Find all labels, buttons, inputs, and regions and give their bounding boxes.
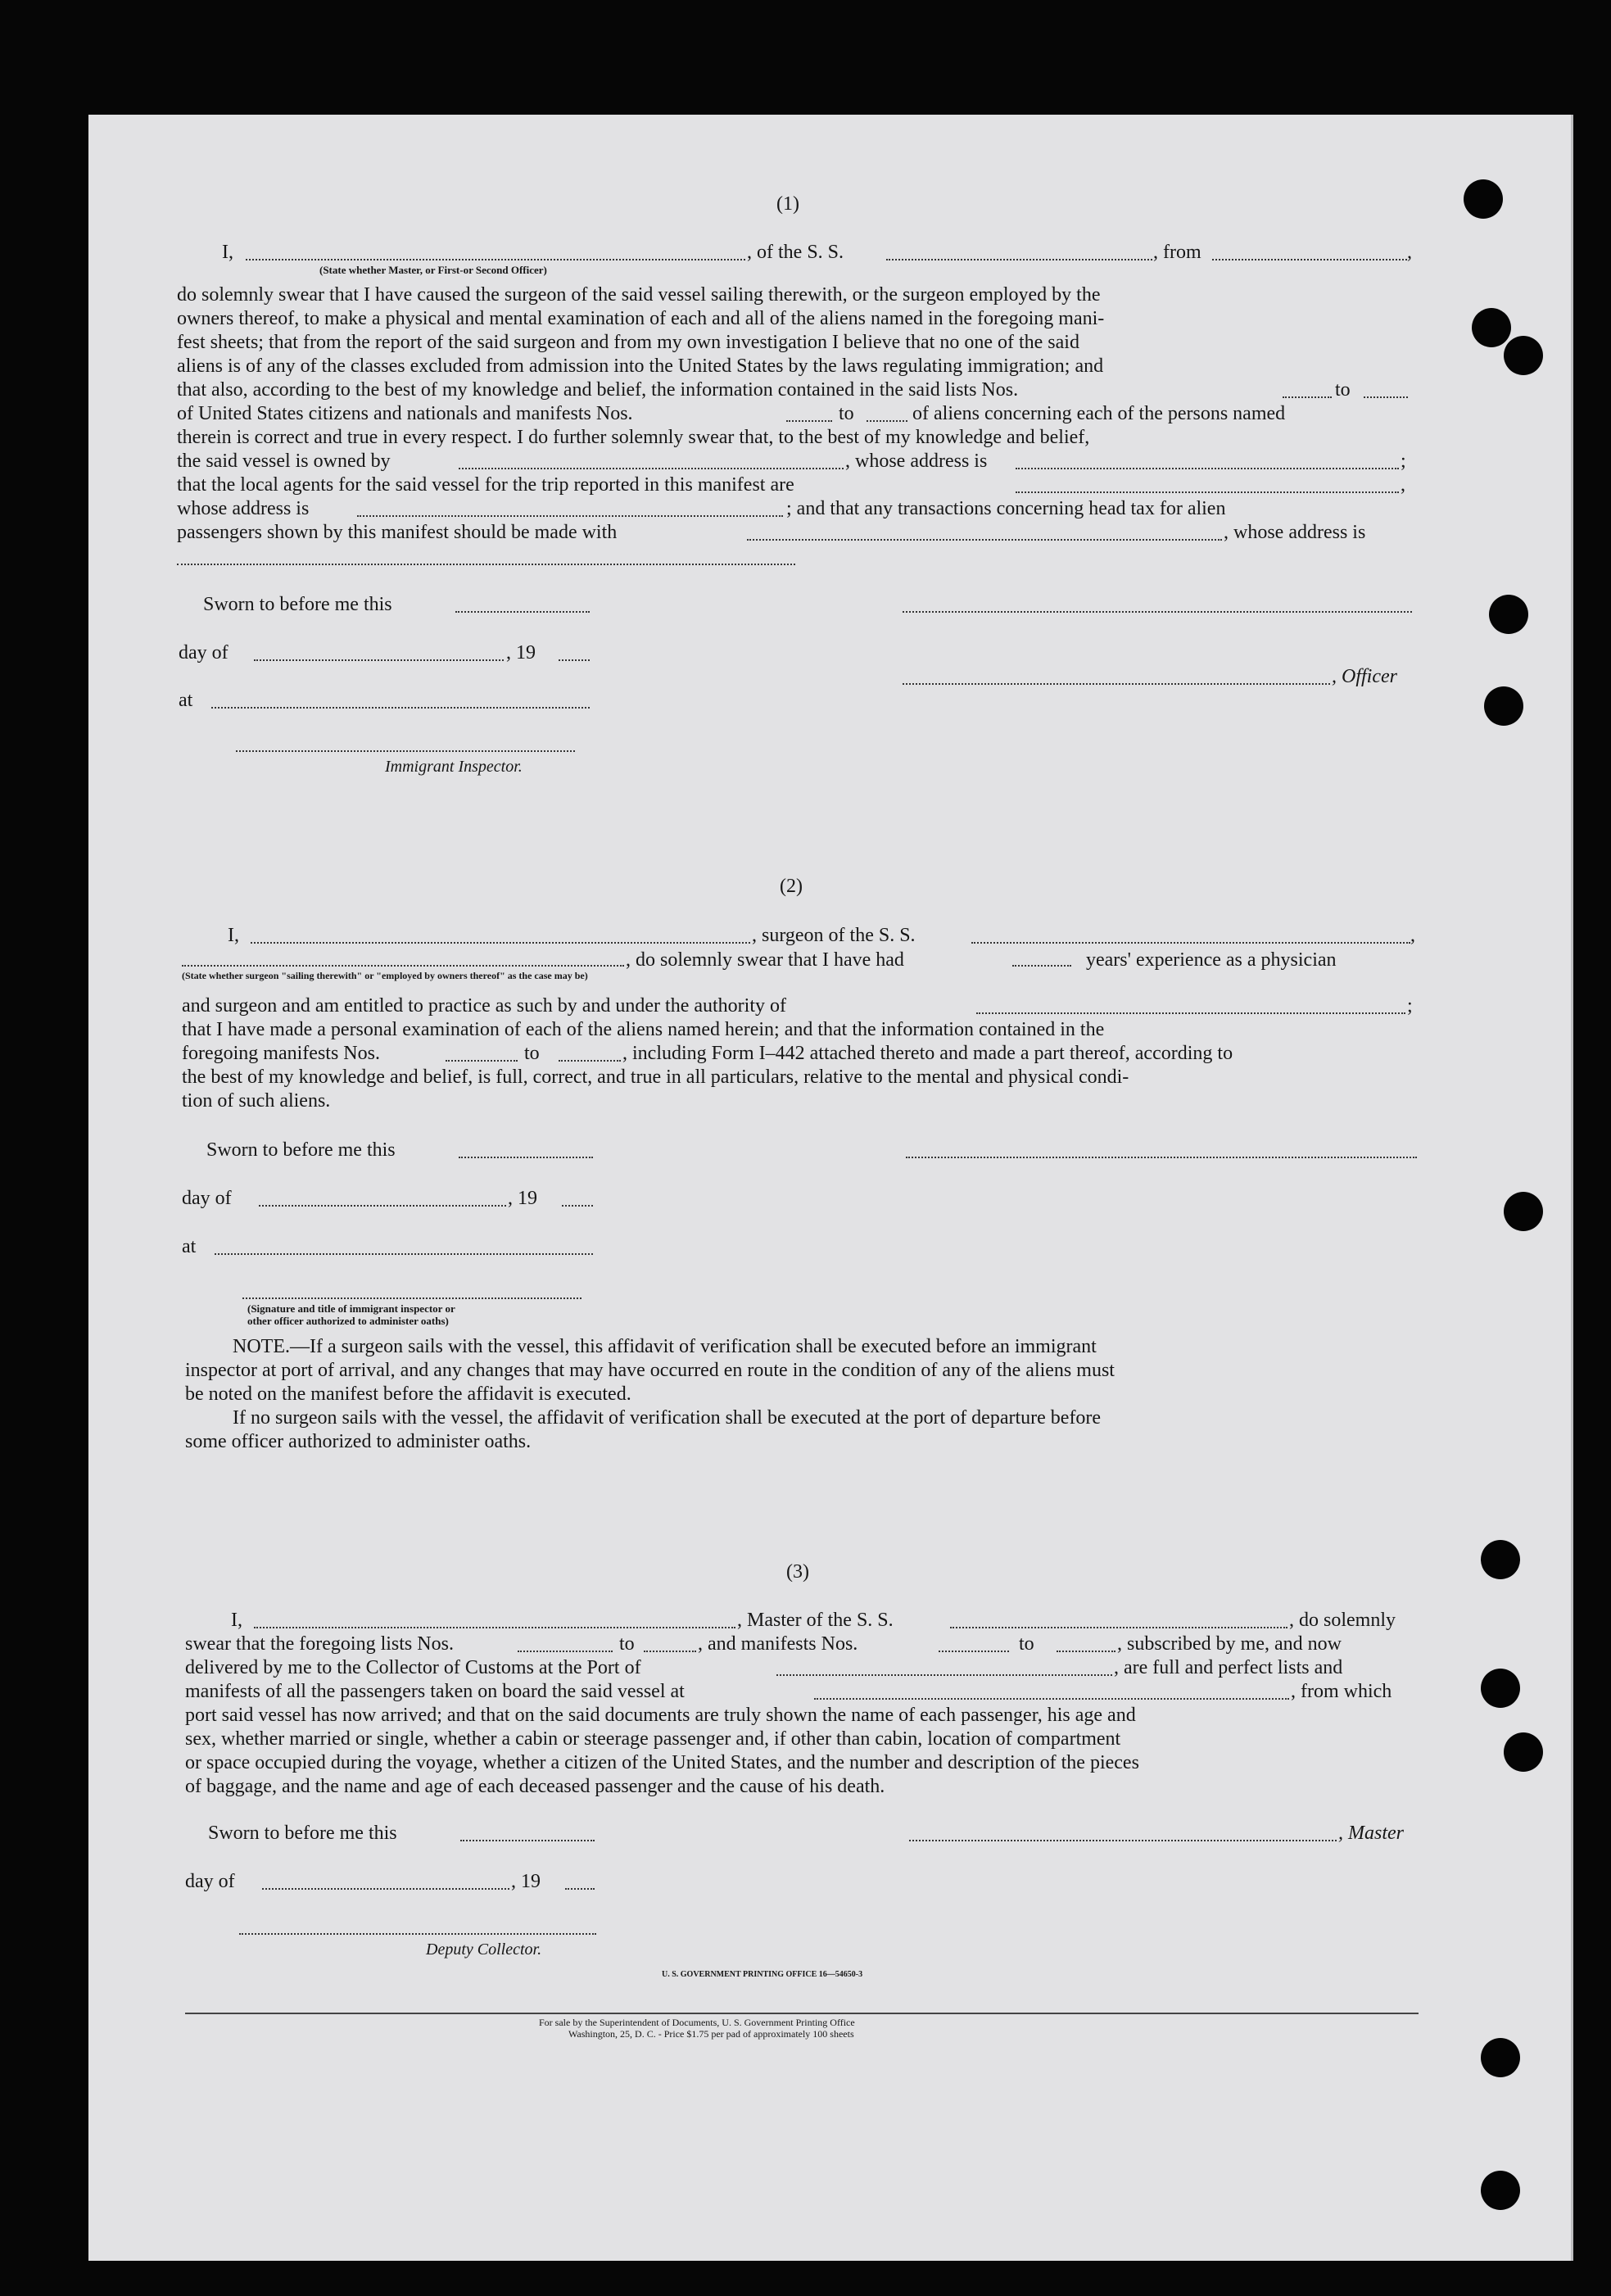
punch-hole: [1484, 686, 1523, 726]
s2-semicolon: ;: [1407, 995, 1413, 1017]
s1-to: to: [839, 403, 854, 424]
s2-surgeon-of-ss: , surgeon of the S. S.: [752, 925, 916, 946]
s1-whose-address: , whose address is: [845, 451, 988, 472]
note-line: some officer authorized to administer oaths.: [185, 1431, 532, 1452]
s3-line4: manifests of all the passengers taken on board the said vessel at: [185, 1681, 685, 1702]
master-name-field[interactable]: [246, 259, 745, 260]
s2-month-field[interactable]: [259, 1205, 506, 1207]
s1-line6: of United States citizens and nationals and manifests Nos.: [177, 403, 633, 424]
vessel-name-field[interactable]: [886, 259, 1152, 260]
punch-hole: [1504, 1732, 1543, 1772]
manifests-to-field[interactable]: [867, 420, 907, 422]
s1-i: I,: [222, 242, 233, 263]
s1-body-line: owners thereof, to make a physical and mental examination of each and all of the aliens named in the foregoing mani-: [177, 308, 1105, 329]
officer-label: , Officer: [1332, 666, 1397, 687]
s1-sworn-day-field[interactable]: [455, 611, 590, 613]
punch-hole: [1464, 179, 1503, 219]
s1-line10-end: ; and that any transactions concerning head tax for alien: [786, 498, 1226, 519]
years-experience-field[interactable]: [1012, 965, 1071, 967]
s1-body-line: fest sheets; that from the report of the said surgeon and from my own investigation I believe that no one of the said: [177, 332, 1079, 353]
practice-authority-field[interactable]: [976, 1012, 1405, 1014]
s3-line3-end: , are full and perfect lists and: [1114, 1657, 1343, 1678]
head-tax-party-field[interactable]: [747, 539, 1222, 541]
s1-line11-end: , whose address is: [1224, 522, 1366, 543]
sale-notice: For sale by the Superintendent of Documents, U. S. Government Printing Office: [539, 2017, 855, 2028]
s1-of-ss: , of the S. S.: [747, 242, 844, 263]
s1-at-label: at: [179, 690, 193, 711]
s2-line5: foregoing manifests Nos.: [182, 1043, 380, 1064]
s3-and-manifests: , and manifests Nos.: [698, 1633, 858, 1655]
punch-hole: [1481, 2038, 1520, 2077]
s3-i: I,: [231, 1610, 242, 1631]
s2-line7: tion of such aliens.: [182, 1090, 331, 1112]
s3-year-label: , 19: [511, 1871, 541, 1892]
s3-line3: delivered by me to the Collector of Customs at the Port of: [185, 1657, 641, 1678]
s3-body-line: port said vessel has now arrived; and that on the said documents are truly shown the name of each passenger, his age and: [185, 1705, 1136, 1726]
s2-i: I,: [228, 925, 239, 946]
s1-line7: therein is correct and true in every respect. I do further solemnly swear that, to the best of my knowledge and belief,: [177, 427, 1090, 448]
s3-body-line: of baggage, and the name and age of each deceased passenger and the cause of his death.: [185, 1776, 885, 1797]
owner-address-field[interactable]: [1016, 468, 1399, 469]
s3-month-field[interactable]: [262, 1888, 509, 1890]
s2-vessel-name-field[interactable]: [971, 942, 1410, 944]
s3-master-of-ss: , Master of the S. S.: [737, 1610, 894, 1631]
s1-sworn-label: Sworn to before me this: [203, 594, 392, 615]
deputy-collector-sig-field[interactable]: [239, 1933, 596, 1935]
s1-comma: ,: [1407, 242, 1412, 263]
agents-address-field[interactable]: [357, 515, 783, 517]
sig-note: (Signature and title of immigrant inspector or: [247, 1302, 455, 1315]
section-number: (1): [776, 193, 799, 215]
s3-line2: swear that the foregoing lists Nos.: [185, 1633, 454, 1655]
s3-manifests-from-field[interactable]: [939, 1651, 1009, 1652]
s1-day-of-label: day of: [179, 642, 229, 663]
s2-manifests-to-field[interactable]: [559, 1060, 621, 1062]
sale-notice: Washington, 25, D. C. - Price $1.75 per pad of approximately 100 sheets: [568, 2028, 854, 2040]
s3-body-line: sex, whether married or single, whether a cabin or steerage passenger and, if other than cabin, location of compartment: [185, 1728, 1121, 1750]
s2-at-label: at: [182, 1236, 197, 1257]
deputy-collector-label: Deputy Collector.: [426, 1941, 542, 1959]
punch-hole: [1481, 1540, 1520, 1579]
s2-manifests-from-field[interactable]: [446, 1060, 518, 1062]
s1-officer-sig-field[interactable]: [903, 611, 1412, 613]
surgeon-status-field[interactable]: [182, 965, 624, 967]
note-line: inspector at port of arrival, and any changes that may have occurred en route in the condition of any of the aliens must: [185, 1360, 1115, 1381]
note-line: If no surgeon sails with the vessel, the affidavit of verification shall be executed at the port of departure before: [233, 1407, 1102, 1429]
punch-hole: [1481, 1669, 1520, 1708]
s1-year-field[interactable]: [559, 659, 590, 661]
s1-line6-end: of aliens concerning each of the persons named: [912, 403, 1286, 424]
customs-port-field[interactable]: [776, 1674, 1112, 1676]
s2-line3: and surgeon and am entitled to practice as such by and under the authority of: [182, 995, 786, 1017]
s1-to: to: [1335, 379, 1351, 401]
punch-hole: [1504, 336, 1543, 375]
s2-comma: ,: [1410, 925, 1415, 946]
s2-day-of-label: day of: [182, 1188, 232, 1209]
owner-field[interactable]: [459, 468, 844, 469]
s3-master-name-field[interactable]: [254, 1627, 735, 1628]
s1-line8: the said vessel is owned by: [177, 451, 391, 472]
s3-sworn-label: Sworn to before me this: [208, 1823, 397, 1844]
sig-note: other officer authorized to administer oaths): [247, 1315, 449, 1327]
s3-sworn-day-field[interactable]: [460, 1840, 595, 1841]
s2-place-field[interactable]: [215, 1253, 593, 1255]
s2-line4: that I have made a personal examination of each of the aliens named herein; and that the information contained in the: [182, 1019, 1105, 1040]
punch-hole: [1504, 1192, 1543, 1231]
local-agents-field[interactable]: [1016, 491, 1399, 493]
lists-from-field[interactable]: [1283, 396, 1332, 398]
s2-to: to: [524, 1043, 540, 1064]
s1-line11: passengers shown by this manifest should be made with: [177, 522, 618, 543]
s1-year-label: , 19: [506, 642, 536, 663]
s3-master-sig-field[interactable]: [909, 1840, 1337, 1841]
s1-place-field[interactable]: [211, 707, 590, 709]
punch-hole: [1489, 595, 1528, 634]
s3-manifests-to-field[interactable]: [1057, 1651, 1115, 1652]
s1-comma: ,: [1401, 474, 1405, 496]
s2-line6: the best of my knowledge and belief, is full, correct, and true in all particulars, relative to the mental and physical condi-: [182, 1066, 1129, 1088]
s3-vessel-name-field[interactable]: [950, 1627, 1287, 1628]
s2-sworn-label: Sworn to before me this: [206, 1139, 396, 1161]
s3-to: to: [619, 1633, 635, 1655]
gpo-imprint: U. S. GOVERNMENT PRINTING OFFICE 16—54650-3: [662, 1970, 863, 1979]
immigrant-inspector-label: Immigrant Inspector.: [385, 758, 523, 776]
s3-body-line: or space occupied during the voyage, whether a citizen of the United States, and the number and description of the pieces: [185, 1752, 1139, 1773]
s3-year-field[interactable]: [565, 1888, 595, 1890]
s2-inspector-sig-field[interactable]: [242, 1297, 581, 1299]
section-number: (3): [786, 1561, 809, 1583]
s1-line5: that also, according to the best of my knowledge and belief, the information contained in the said lists Nos.: [177, 379, 1019, 401]
punch-hole: [1472, 308, 1511, 347]
head-tax-address-field[interactable]: [177, 564, 795, 565]
master-label: , Master: [1338, 1823, 1404, 1844]
punch-hole: [1481, 2171, 1520, 2210]
note-line: be noted on the manifest before the affidavit is executed.: [185, 1383, 631, 1405]
s1-body-line: aliens is of any of the classes excluded from admission into the United States by the laws regulating immigration; and: [177, 355, 1104, 377]
s2-year-label: , 19: [508, 1188, 537, 1209]
s1-line9: that the local agents for the said vessel for the trip reported in this manifest are: [177, 474, 794, 496]
lists-to-field[interactable]: [1364, 396, 1408, 398]
surgeon-name-field[interactable]: [251, 942, 750, 944]
note-line: NOTE.—If a surgeon sails with the vessel, this affidavit of verification shall be executed before an immigrant: [233, 1336, 1097, 1357]
s3-lists-to-field[interactable]: [644, 1651, 696, 1652]
s3-to: to: [1019, 1633, 1034, 1655]
s2-line2: , do solemnly swear that I have had: [626, 949, 904, 971]
field-note: (State whether Master, or First-or Second Officer): [319, 264, 547, 276]
from-port-field[interactable]: [1212, 259, 1407, 260]
manifests-from-field[interactable]: [786, 420, 832, 422]
s3-day-of-label: day of: [185, 1871, 235, 1892]
immigrant-inspector-sig-field[interactable]: [236, 750, 575, 752]
s2-sworn-day-field[interactable]: [459, 1157, 593, 1158]
footer-rule: [185, 2013, 1419, 2014]
s2-year-field[interactable]: [562, 1205, 593, 1207]
s1-month-field[interactable]: [254, 659, 504, 661]
s1-line10: whose address is: [177, 498, 310, 519]
s3-lists-from-field[interactable]: [518, 1651, 613, 1652]
field-note: (State whether surgeon "sailing therewith" or "employed by owners thereof" as the case may be): [182, 970, 588, 981]
s1-semicolon: ;: [1401, 451, 1406, 472]
s3-line1-end: , do solemnly: [1289, 1610, 1396, 1631]
s2-line5-end: , including Form I–442 attached thereto and made a part thereof, according to: [622, 1043, 1233, 1064]
boarding-port-field[interactable]: [814, 1698, 1289, 1700]
s2-line2-end: years' experience as a physician: [1086, 949, 1337, 971]
s1-officer-title-field[interactable]: [903, 683, 1330, 685]
s1-from: , from: [1153, 242, 1201, 263]
s3-line2-end: , subscribed by me, and now: [1117, 1633, 1342, 1655]
s2-surgeon-sig-field[interactable]: [906, 1157, 1417, 1158]
s3-line4-end: , from which: [1291, 1681, 1392, 1702]
section-number: (2): [780, 876, 803, 897]
s1-body-line: do solemnly swear that I have caused the surgeon of the said vessel sailing therewith, or the surgeon employed by the: [177, 284, 1101, 306]
